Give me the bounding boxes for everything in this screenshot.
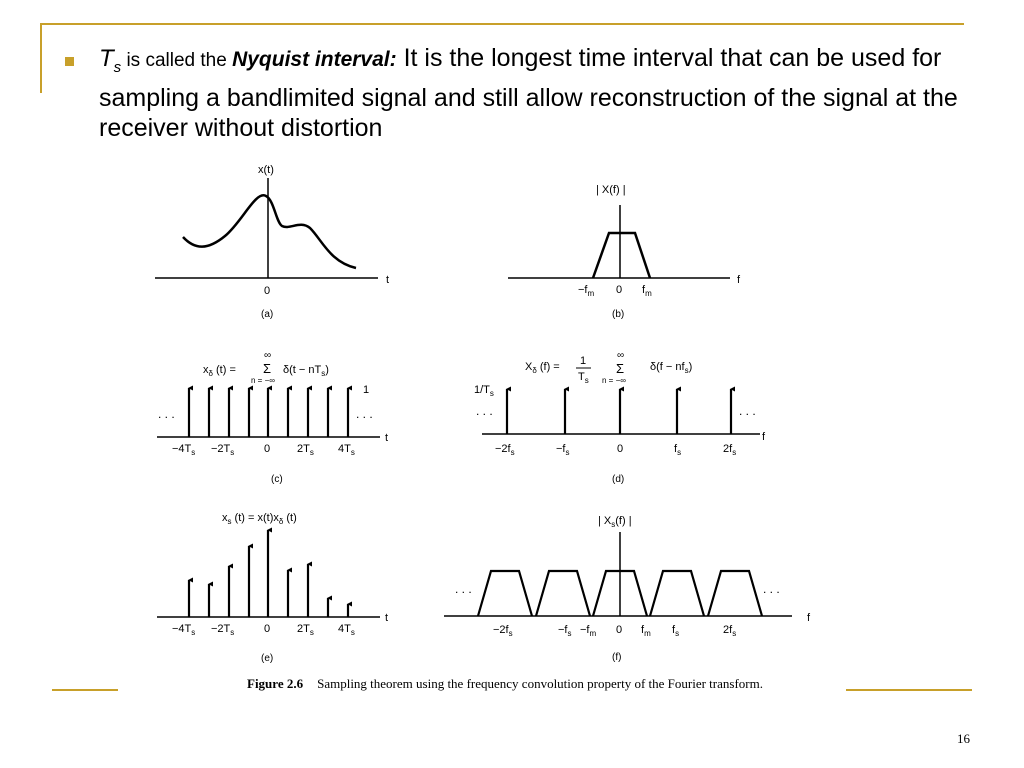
sampling-theorem-figure bbox=[140, 150, 830, 675]
panel-e-xlabel: t bbox=[385, 612, 389, 624]
panel-e-tick-2: 0 bbox=[264, 623, 271, 635]
panel-f-spectrum-copy-4 bbox=[708, 571, 762, 616]
panel-f-tick-4: $f_m$ bbox=[641, 624, 651, 638]
panel-f-spectrum-copy-3 bbox=[650, 571, 704, 616]
panel-f-dots-right: . . . bbox=[763, 582, 780, 596]
panel-f-ylabel: | $X_s(f)$ | bbox=[598, 515, 632, 529]
panel-f-xlabel: f bbox=[807, 612, 811, 624]
bullet-square-icon bbox=[65, 57, 74, 66]
title-border-left bbox=[40, 23, 42, 93]
title-border-top bbox=[40, 23, 964, 25]
panel-f-tick-0: $-2f_s$ bbox=[493, 624, 513, 638]
panel-f-dots-left: . . . bbox=[455, 582, 472, 596]
panel-b-ylabel: | X(f) | bbox=[596, 184, 626, 196]
panel-c bbox=[157, 350, 388, 485]
panel-d-tick-3: $f_s$ bbox=[674, 443, 682, 457]
panel-d-tick-0: $-2f_s$ bbox=[495, 443, 515, 457]
panel-d-formula-lhs: $X_\delta$ (f) = bbox=[525, 361, 560, 375]
panel-f bbox=[444, 515, 811, 663]
panel-c-label: (c) bbox=[271, 474, 283, 485]
panel-f-tick-5: $f_s$ bbox=[672, 624, 680, 638]
figure-caption bbox=[247, 676, 792, 691]
bullet-text bbox=[99, 43, 999, 143]
panel-b-label: (b) bbox=[612, 309, 625, 320]
panel-d bbox=[474, 350, 766, 485]
panel-f-tick-6: $2f_s$ bbox=[723, 624, 737, 638]
panel-b-tick-fm: $f_m$ bbox=[642, 284, 652, 298]
panel-e-tick-3: $2T_s$ bbox=[297, 623, 314, 637]
page-number: 16 bbox=[957, 731, 970, 746]
panel-d-tick-2: 0 bbox=[617, 443, 624, 455]
panel-e-impulses bbox=[189, 530, 348, 617]
panel-c-tick-3: $2T_s$ bbox=[297, 443, 314, 457]
panel-e-tick-1: $-2T_s$ bbox=[211, 623, 235, 637]
panel-c-tick-4: $4T_s$ bbox=[338, 443, 355, 457]
panel-d-tick-1: $-f_s$ bbox=[556, 443, 570, 457]
panel-b-xlabel: f bbox=[737, 274, 741, 286]
panel-b bbox=[508, 184, 741, 320]
panel-e bbox=[157, 512, 388, 664]
panel-d-dots-right: . . . bbox=[739, 404, 756, 418]
panel-e-tick-4: $4T_s$ bbox=[338, 623, 355, 637]
panel-c-dots-right: . . . bbox=[356, 407, 373, 421]
bullet-text-intro: is called the bbox=[121, 50, 233, 71]
panel-d-dots-left: . . . bbox=[476, 404, 493, 418]
panel-b-tick-neg-fm: $-f_m$ bbox=[578, 284, 595, 298]
ts-symbol: $T_s$ bbox=[99, 45, 122, 76]
panel-d-label: (d) bbox=[612, 474, 625, 485]
panel-c-sum-top: ∞ bbox=[264, 350, 272, 361]
panel-a-ylabel: x(t) bbox=[258, 164, 274, 176]
panel-f-tick-2: $-f_m$ bbox=[580, 624, 597, 638]
panel-d-frac-num: 1 bbox=[580, 355, 587, 367]
panel-f-label: (f) bbox=[612, 652, 622, 663]
panel-d-xlabel: f bbox=[762, 431, 766, 443]
panel-c-tick-0: $-4T_s$ bbox=[172, 443, 196, 457]
panel-a-label: (a) bbox=[261, 309, 274, 320]
panel-c-tick-2: 0 bbox=[264, 443, 271, 455]
panel-f-spectrum-copy-1 bbox=[536, 571, 590, 616]
panel-f-tick-3: 0 bbox=[616, 624, 623, 636]
panel-d-impulses bbox=[507, 389, 731, 434]
panel-d-sum-sigma: Σ bbox=[616, 361, 625, 376]
figure-caption-label: Figure 2.6 bbox=[247, 676, 304, 691]
panel-d-formula-rhs: $\delta(f - nf_s)$ bbox=[650, 361, 693, 375]
panel-e-tick-0: $-4T_s$ bbox=[172, 623, 196, 637]
panel-a bbox=[155, 164, 389, 320]
panel-a-xlabel: t bbox=[386, 274, 390, 286]
panel-c-impulses bbox=[189, 388, 348, 437]
panel-c-tick-1: $-2T_s$ bbox=[211, 443, 235, 457]
panel-d-sum-bottom: n = −∞ bbox=[602, 376, 626, 385]
panel-b-spectrum-trapezoid bbox=[593, 233, 650, 278]
panel-c-dots-left: . . . bbox=[158, 407, 175, 421]
panel-d-height-label: $1/T_s$ bbox=[474, 384, 494, 398]
panel-f-tick-1: $-f_s$ bbox=[558, 624, 572, 638]
figure-caption-text: Sampling theorem using the frequency convolution property of the Fourier transform. bbox=[317, 676, 763, 691]
panel-e-label: (e) bbox=[261, 653, 274, 664]
panel-c-height-label: 1 bbox=[363, 384, 370, 396]
panel-e-formula: $x_s$ $(t) = x(t)x_\delta$ (t) bbox=[222, 512, 297, 526]
bullet-text-body: It is the longest time interval that can be used for sampling a bandlimited signal and still allow reconstruction of the signal at the receiver without distortion bbox=[99, 44, 958, 142]
panel-c-sum-bottom: n = −∞ bbox=[251, 376, 275, 385]
nyquist-term: Nyquist interval: bbox=[232, 48, 397, 71]
panel-d-frac-den: $T_s$ bbox=[578, 371, 589, 385]
panel-b-tick-zero: 0 bbox=[616, 284, 623, 296]
panel-c-formula-rhs: $\delta(t - nT_s)$ bbox=[283, 364, 329, 378]
footer-rule-right bbox=[846, 689, 972, 691]
panel-c-xlabel: t bbox=[385, 432, 389, 444]
panel-a-signal-curve bbox=[183, 195, 356, 268]
panel-d-tick-4: $2f_s$ bbox=[723, 443, 737, 457]
panel-f-spectrum-copy-0 bbox=[478, 571, 532, 616]
panel-c-sum-sigma: Σ bbox=[263, 361, 272, 376]
footer-rule-left bbox=[52, 689, 118, 691]
panel-d-sum-top: ∞ bbox=[617, 350, 625, 361]
panel-c-formula-lhs: $x_\delta$ (t) = bbox=[203, 364, 236, 378]
panel-a-zero-tick: 0 bbox=[264, 285, 271, 297]
